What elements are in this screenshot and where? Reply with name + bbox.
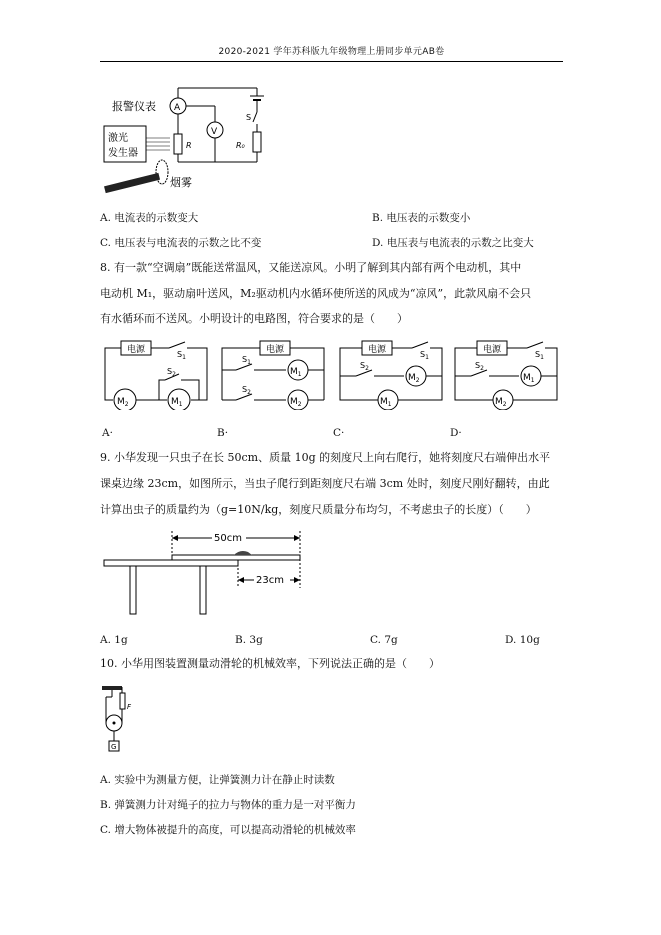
header-rule [100,61,563,62]
resistor-r-label: R [186,141,192,150]
cigarette [104,173,160,193]
q7-option-b: B. 电压表的示数变小 [372,212,471,224]
svg-text:M2: $M_2$ [408,373,420,384]
alarm-meter-label: 报警仪表 [112,100,156,113]
q7-option-d: D. 电压表与电流表的示数之比变大 [372,237,534,249]
photoresistor-R [174,134,182,154]
q8-label-a: A· [102,427,113,439]
q8-stem-line2: 电动机 M₁，驱动扇叶送风，M₂驱动机内水循环使所送的风成为“凉风”，此款风扇不会只 [100,287,532,300]
svg-text:M1: $M_1$ [171,397,183,408]
length-50cm: 50cm [214,533,242,544]
laser-label-1: 激光 [108,133,128,144]
svg-text:S2: $S_2$ [360,361,369,372]
svg-text:S1: $S_1$ [177,350,186,361]
svg-text:S1: $S_1$ [420,350,429,361]
q8-label-b: B· [217,427,229,439]
page-header: 2020-2021 学年苏科版九年级物理上册同步单元AB卷 [218,47,445,57]
svg-text:M1: $M_1$ [523,373,535,384]
q10-option-a: A. 实验中为测量方便，让弹簧测力计在静止时读数 [100,774,335,786]
q8-stem-line3: 有水循环而不送风。小明设计的电路图，符合要求的是（ ） [100,312,408,325]
ruler [172,555,300,560]
power-source-label: 电源 [127,345,146,355]
q9-stem-line2: 课桌边缘 23cm，如图所示，当虫子爬行到距刻度尺右端 3cm 处时，刻度尺刚好翻转，由此 [100,477,550,490]
q10-option-c: C. 增大物体被提升的高度，可以提高动滑轮的机械效率 [100,824,356,836]
switch-s [253,112,257,122]
q7-option-a: A. 电流表的示数变大 [100,212,199,224]
desk-leg-right [200,566,206,614]
resistor-r0-label: R₀ [236,141,245,150]
force-label: F [127,703,132,711]
q8-label-d: D· [450,427,462,439]
weight-label: G [111,743,117,751]
q8-label-c: C· [333,427,345,439]
q9-stem-line1: 9. 小华发现一只虫子在长 50cm、质量 10g 的刻度尺上向右爬行，她将刻度尺右端伸出水平 [100,451,551,464]
moving-pulley-figure [100,683,140,759]
q8-circuit-b [220,338,328,410]
q8-circuit-a [103,338,211,410]
q8-circuit-c [338,338,446,410]
q7-option-c: C. 电压表与电流表的示数之比不变 [100,237,262,249]
length-23cm: 23cm [256,575,284,586]
desk-top [104,560,238,566]
spring-scale [120,693,125,709]
q8-stem-line1: 8. 有一款“空调扇”既能送常温风，又能送凉风。小明了解到其内部有两个电动机，其中 [100,261,522,274]
svg-text:M2: $M_2$ [495,397,507,408]
smoke-alarm-circuit-figure [100,82,280,200]
q9-option-b: B. 3g [235,634,263,646]
laser-label-2: 发生器 [108,148,138,159]
ammeter-letter: A [174,103,181,113]
q9-option-c: C. 7g [370,634,398,646]
switch-s-label: S [246,113,252,122]
q10-option-b: B. 弹簧测力计对绳子的拉力与物体的重力是一对平衡力 [100,799,356,811]
smoke-cloud [156,160,168,184]
svg-text:S2: $S_2$ [167,367,176,378]
svg-text:S2: $S_2$ [242,385,251,396]
svg-text:电源: 电源 [368,345,387,355]
svg-text:S2: $S_2$ [475,361,484,372]
resistor-r0 [253,132,261,152]
q10-stem: 10. 小华用图装置测量动滑轮的机械效率，下列说法正确的是（ ） [100,657,440,670]
svg-text:M2: $M_2$ [290,397,302,408]
q9-stem-line3: 计算出虫子的质量约为（g=10N/kg，刻度尺质量分布均匀，不考虑虫子的长度）（ ） [100,503,537,516]
svg-text:S1: $S_1$ [535,350,544,361]
smoke-label: 烟雾 [170,176,192,189]
desk-leg-left [130,566,136,614]
q8-circuit-d [453,338,561,410]
svg-text:M2: $M_2$ [117,397,129,408]
voltmeter-letter: V [211,127,218,137]
svg-text:电源: 电源 [266,345,285,355]
q9-option-a: A. 1g [100,634,128,646]
ceiling-support [102,686,122,690]
svg-text:电源: 电源 [483,345,502,355]
bug [234,551,252,555]
svg-text:M1: $M_1$ [290,367,302,378]
q9-option-d: D. 10g [505,634,540,646]
ruler-desk-figure [100,528,310,618]
svg-text:M1: $M_1$ [380,397,392,408]
svg-text:S1: $S_1$ [242,355,251,366]
